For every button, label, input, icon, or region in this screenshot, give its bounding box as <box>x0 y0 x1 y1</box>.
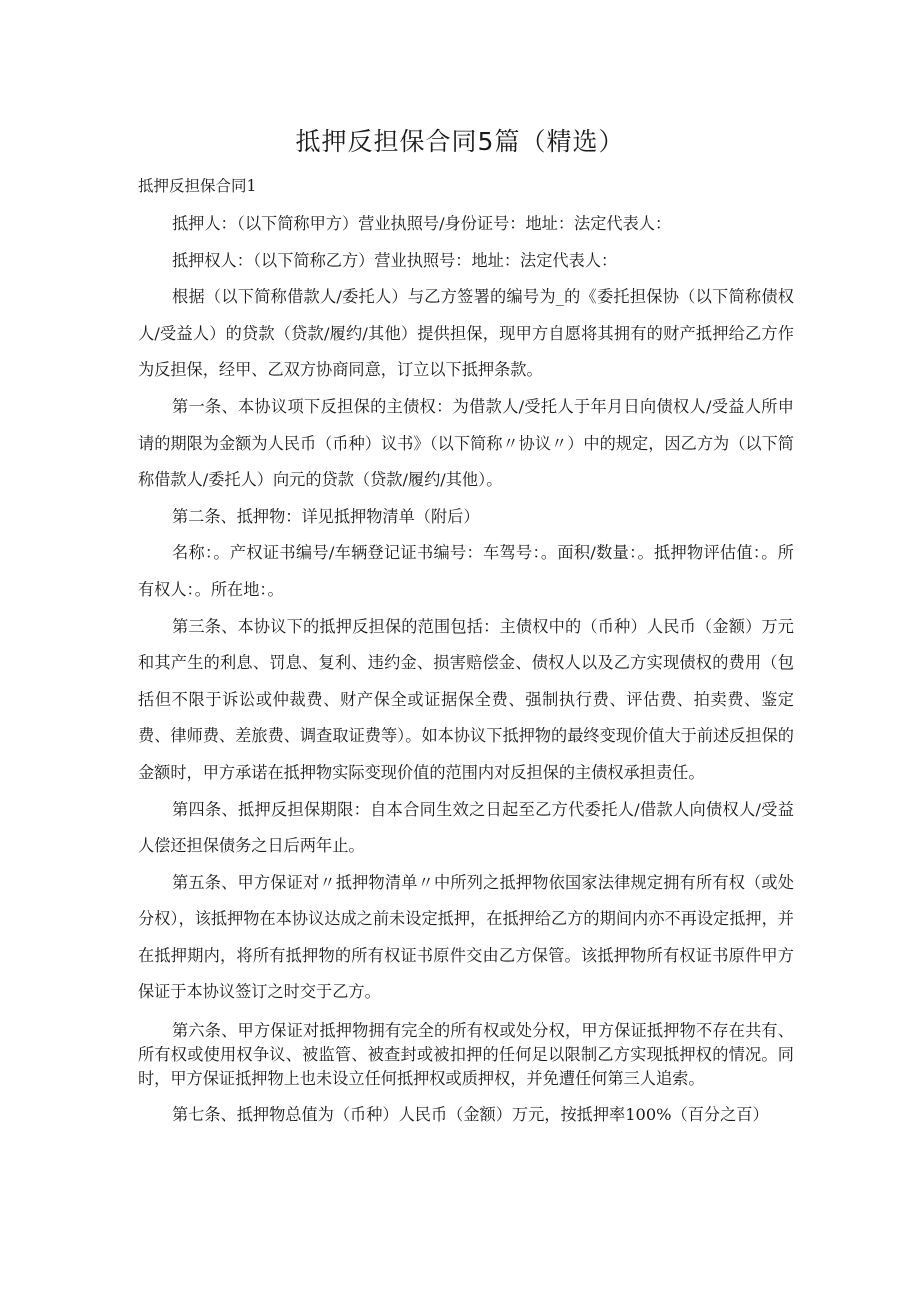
paragraph-mortgagee: 抵押权人：（以下简称乙方）营业执照号：地址：法定代表人： <box>172 250 618 270</box>
paragraph-article-2: 第二条、抵押物：详见抵押物清单（附后） <box>172 506 480 526</box>
paragraph-mortgagor: 抵押人：（以下简称甲方）营业执照号/身份证号：地址：法定代表人： <box>172 214 672 233</box>
document-title: 抵押反担保合同5篇（精选） <box>295 127 625 156</box>
contract-heading: 抵押反担保合同1 <box>138 177 257 195</box>
paragraph-article-6: 第六条、甲方保证对抵押物拥有完全的所有权或处分权，甲方保证抵押物不存在共有、所有权或使用权争议、被监管、被查封或被扣押的任何足以限制乙方实现抵押权的情况。同时，甲方保证抵押物上也未设立任何抵押权或质押权，并免遭任何第三人追索。 <box>138 1021 794 1089</box>
paragraph-article-3: 第三条、本协议下的抵押反担保的范围包括：主债权中的（币种）人民币（金额）万元和其产生的利息、罚息、复利、违约金、损害赔偿金、债权人以及乙方实现债权的费用（包括但不限于诉讼或仲裁费、财产保全或证据保全费、强制执行费、评估费、拍卖费、鉴定费、律师费、差旅费、调查取证费等）。如本协议下抵押物的最终变现价值大于前述反担保的金额时，甲方承诺在抵押物实际变现价值的范围内对反担保的主债权承担责任。 <box>138 616 794 782</box>
paragraph-article-5: 第五条、甲方保证对〃抵押物清单〃中所列之抵押物依国家法律规定拥有所有权（或处分权），该抵押物在本协议达成之前未设定抵押，在抵押给乙方的期间内亦不再设定抵押，并在抵押期内，将所有抵押物的所有权证书原件交由乙方保管。该抵押物所有权证书原件甲方保证于本协议签订之时交于乙方。 <box>138 872 794 1002</box>
document-body <box>138 206 794 1134</box>
paragraph-article-7: 第七条、抵押物总值为（币种）人民币（金额）万元，按抵押率100%（百分之百） <box>172 1105 769 1125</box>
paragraph-collateral-details: 名称：。产权证书编号/车辆登记证书编号：车驾号：。面积/数量：。抵押物评估值：。所有权人：。所在地：。 <box>138 543 794 599</box>
paragraph-article-4: 第四条、抵押反担保期限：自本合同生效之日起至乙方代委托人/借款人向债权人/受益人偿还担保债务之日后两年止。 <box>138 799 794 856</box>
paragraph-article-1: 第一条、本协议项下反担保的主债权：为借款人/受托人于年月日向债权人/受益人所申请的期限为金额为人民币（币种）议书》（以下简称〃协议〃）中的规定，因乙方为（以下简称借款人/委托人）向元的贷款（贷款/履约/其他）。 <box>138 396 794 490</box>
paragraph-preamble: 根据（以下简称借款人/委托人）与乙方签署的编号为_的《委托担保协（以下简称债权人/受益人）的贷款（贷款/履约/其他）提供担保，现甲方自愿将其拥有的财产抵押给乙方作为反担保，经甲、乙双方协商同意，订立以下抵押条款。 <box>138 287 794 380</box>
